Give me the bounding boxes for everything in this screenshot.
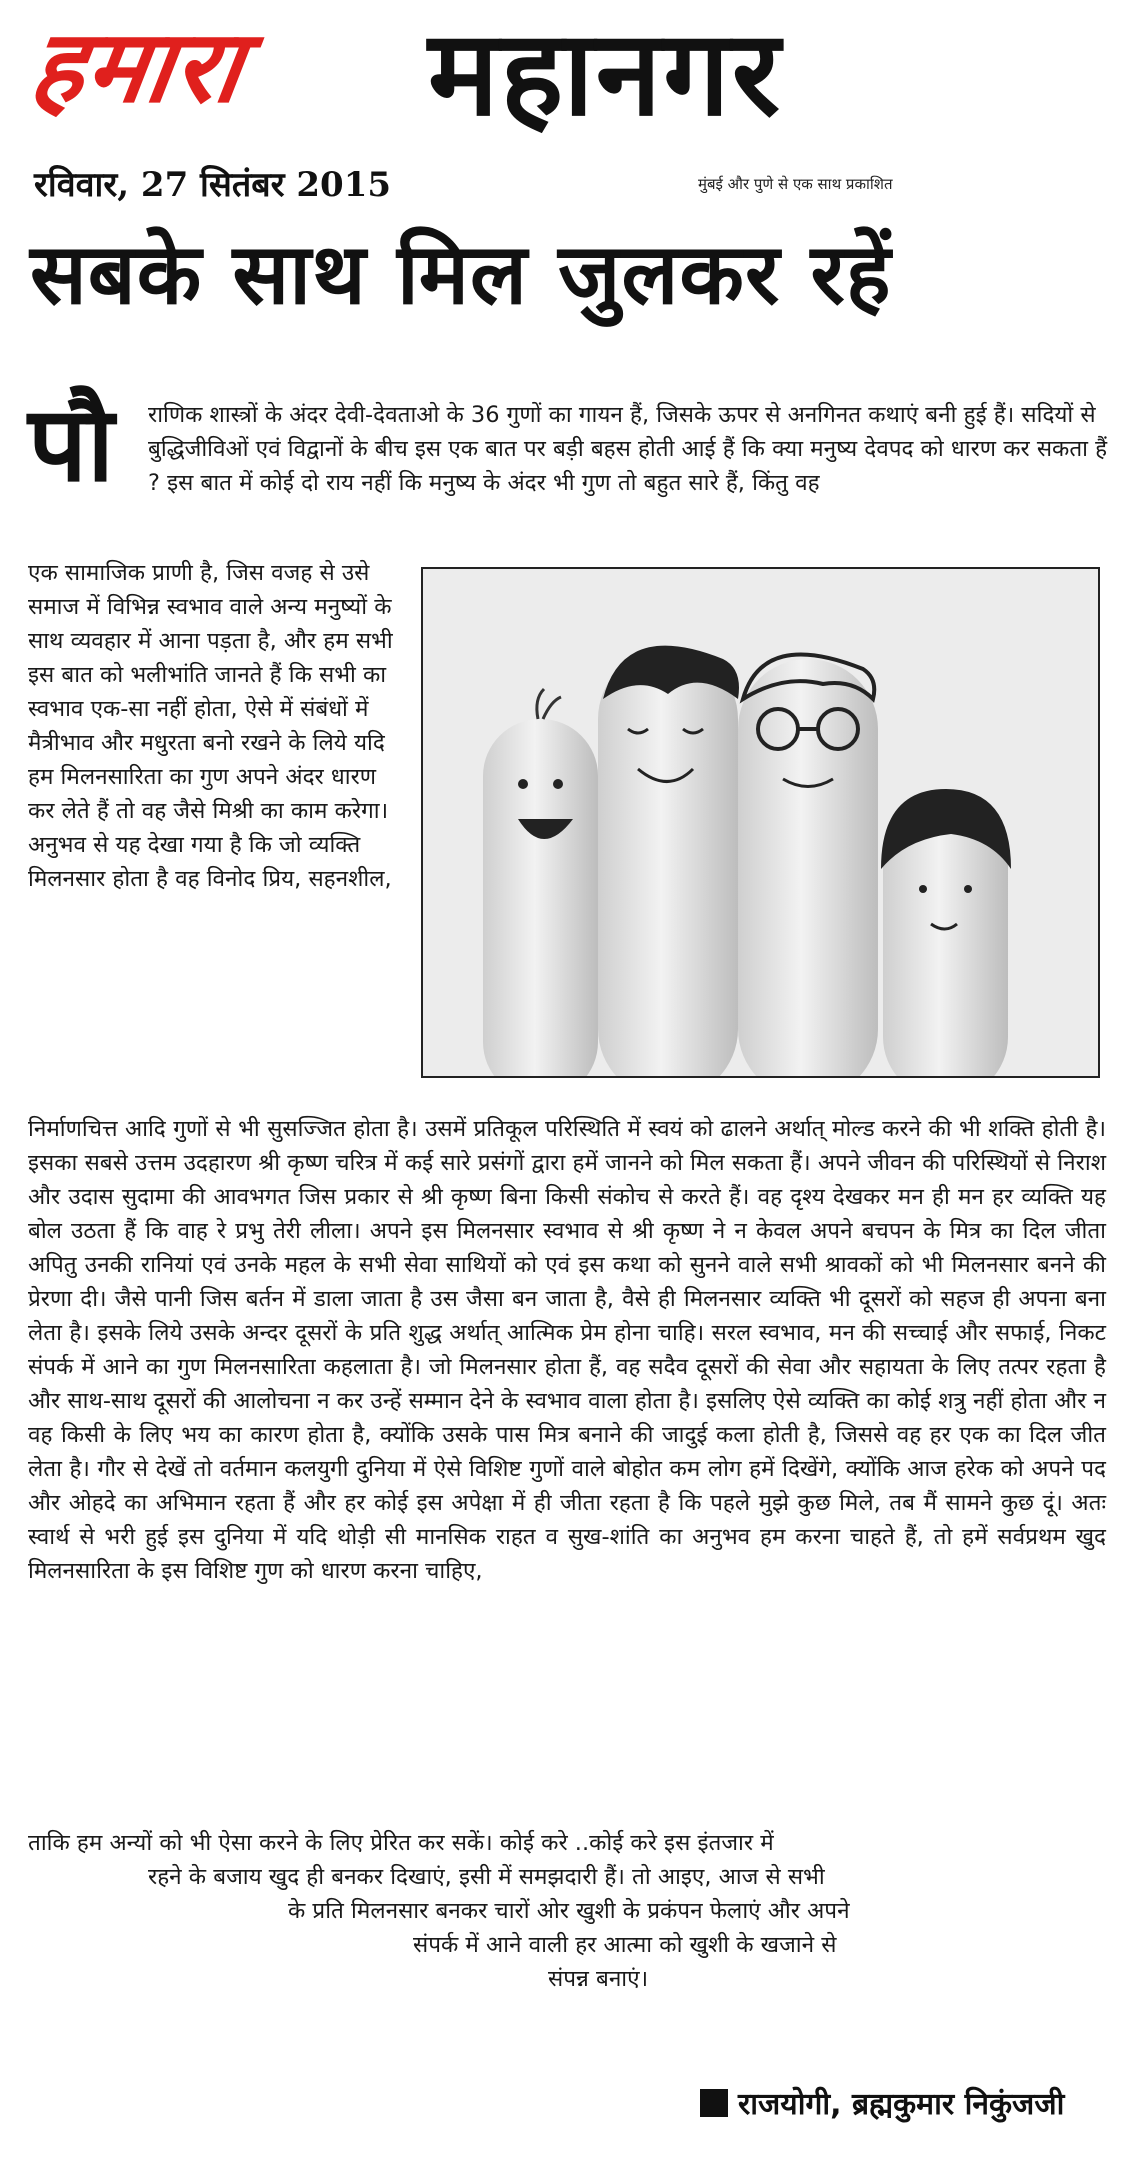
closing-line-4: संपर्क में आने वाली हर आत्मा को खुशी के खजाने से — [413, 1932, 837, 1958]
closing-line-2: रहने के बजाय खुद ही बनकर दिखाएं, इसी में समझदारी हैं। तो आइए, आज से सभी — [148, 1864, 825, 1890]
left-column-text: एक सामाजिक प्राणी है, जिस वजह से उसे समाज में विभिन्न स्वभाव वाले अन्य मनुष्यों के साथ व्यवहार में आना पड़ता है, और हम सभी इस बात को भलीभांति जानते हैं कि सभी का स्वभाव एक-सा नहीं होता, ऐसे में संबंधों में मैत्रीभाव और मधुरता बनो रखने के लिये यदि हम मिलनसारिता का गुण अपने अंदर धारण कर लेते हैं तो वह जैसे मिश्री का काम करेगा। अनुभव से यह देखा गया है कि जो व्यक्ति मिलनसार होता है वह विनोद प्रिय, सहनशील, — [28, 560, 393, 892]
closing-line-3: के प्रति मिलनसार बनकर चारों ओर खुशी के प्रकंपन फेलाएं और अपने — [288, 1898, 850, 1924]
article-photo — [421, 567, 1100, 1078]
masthead — [23, 4, 1108, 205]
author-byline — [700, 2082, 1064, 2123]
finger-faces-illustration — [423, 569, 1098, 1076]
closing-line-5: संपन्न बनाएं। — [548, 1966, 649, 1992]
issue-date: रविवार, 27 सितंबर 2015 — [34, 165, 392, 205]
masthead-tagline: मुंबई और पुणे से एक साथ प्रकाशित — [698, 175, 893, 193]
drop-cap: पौ — [28, 382, 115, 505]
newspaper-name-part2: महानगर — [428, 4, 782, 142]
author-name: राजयोगी, ब्रह्मकुमार निकुंजजी — [738, 2087, 1065, 2122]
closing-lines — [28, 1826, 1106, 1996]
byline-marker-icon — [700, 2089, 728, 2117]
closing-line-1: ताकि हम अन्यों को भी ऐसा करने के लिए प्रेरित कर सकें। कोई करे ..कोई करे इस इंतजार में — [28, 1830, 774, 1856]
newspaper-name-part1: हमारा — [23, 7, 252, 125]
body-text: निर्माणचित्त आदि गुणों से भी सुसज्जित होता है। उसमें प्रतिकूल परिस्थिति में स्वयं को ढालने अर्थात् मोल्ड करने की भी शक्ति होती है। इसका सबसे उत्तम उदहारण श्री कृष्ण चरित्र में कई सारे प्रसंगों द्वारा हमें जानने को मिल सकता हैं। अपने जीवन की परिस्थियों से निराश और उदास सुदामा की आवभगत जिस प्रकार से श्री कृष्ण बिना किसी संकोच से करते हैं। वह दृश्य देखकर मन ही मन हर व्यक्ति यह बोल उठता हैं कि वाह रे प्रभु तेरी लीला। अपने इस मिलनसार स्वभाव से श्री कृष्ण ने न केवल अपने बचपन के मित्र का दिल जीता अपितु उनकी रानियां एवं उनके महल के सभी सेवा साथियों को एवं इस कथा को सुनने वाले सभी श्रावकों को भी मिलनसार बनने की प्रेरणा दी। जैसे पानी जिस बर्तन में डाला जाता है उस जैसा बन जाता है, वैसे ही मिलनसार व्यक्ति भी दूसरों को सहज ही अपना बना लेता है। इसके लिये उसके अन्दर दूसरों के प्रति शुद्ध अर्थात् आत्मिक प्रेम होना चाहि। सरल स्वभाव, मन की सच्चाई और सफाई, निकट संपर्क में आने का गुण मिलनसारिता कहलाता है। जो मिलनसार होता हैं, वह सदैव दूसरों की सेवा और सहायता के लिए तत्पर रहता है और साथ-साथ दूसरों की आलोचना न कर उन्हें सम्मान देने के स्वभाव वाला होता है। इसलिए ऐसे व्यक्ति का कोई शत्रु नहीं होता और न वह किसी के लिए भय का कारण होता है, क्योंकि उसके पास मित्र बनाने की जादुई कला होती है, जिससे वह हर एक का दिल जीत लेता है। गौर से देखें तो वर्तमान कलयुगी दुनिया में ऐसे विशिष्ट गुणों वाले बोहोत कम लोग हमें दिखेंगे, क्योंकि आज हरेक को अपने पद और ओहदे का अभिमान रहता हैं और हर कोई इस अपेक्षा में ही जीता रहता है कि पहले मुझे कुछ मिले, तब मैं सामने कुछ दूं। अतः स्वार्थ से भरी हुई इस दुनिया में यदि थोड़ी सी मानसिक राहत व सुख-शांति का अनुभव हम करना चाहते हैं, तो हमें सर्वप्रथम खुद मिलनसारिता के इस विशिष्ट गुण को धारण करना चाहिए, — [28, 1116, 1106, 1584]
intro-paragraph: राणिक शास्त्रों के अंदर देवी-देवताओ के 36 गुणों का गायन हैं, जिसके ऊपर से अनगिनत कथाएं बनी हुई हैं। सदियों से बुद्धिजीविओं एवं विद्वानों के बीच इस एक बात पर बड़ी बहस होती आई हैं कि क्या मनुष्य देवपद को धारण कर सकता हैं ? इस बात में कोई दो राय नहीं कि मनुष्य के अंदर भी गुण तो बहुत सारे हैं, किंतु वह — [148, 402, 1108, 496]
article-headline: सबके साथ मिल जुलकर रहें — [30, 225, 892, 323]
